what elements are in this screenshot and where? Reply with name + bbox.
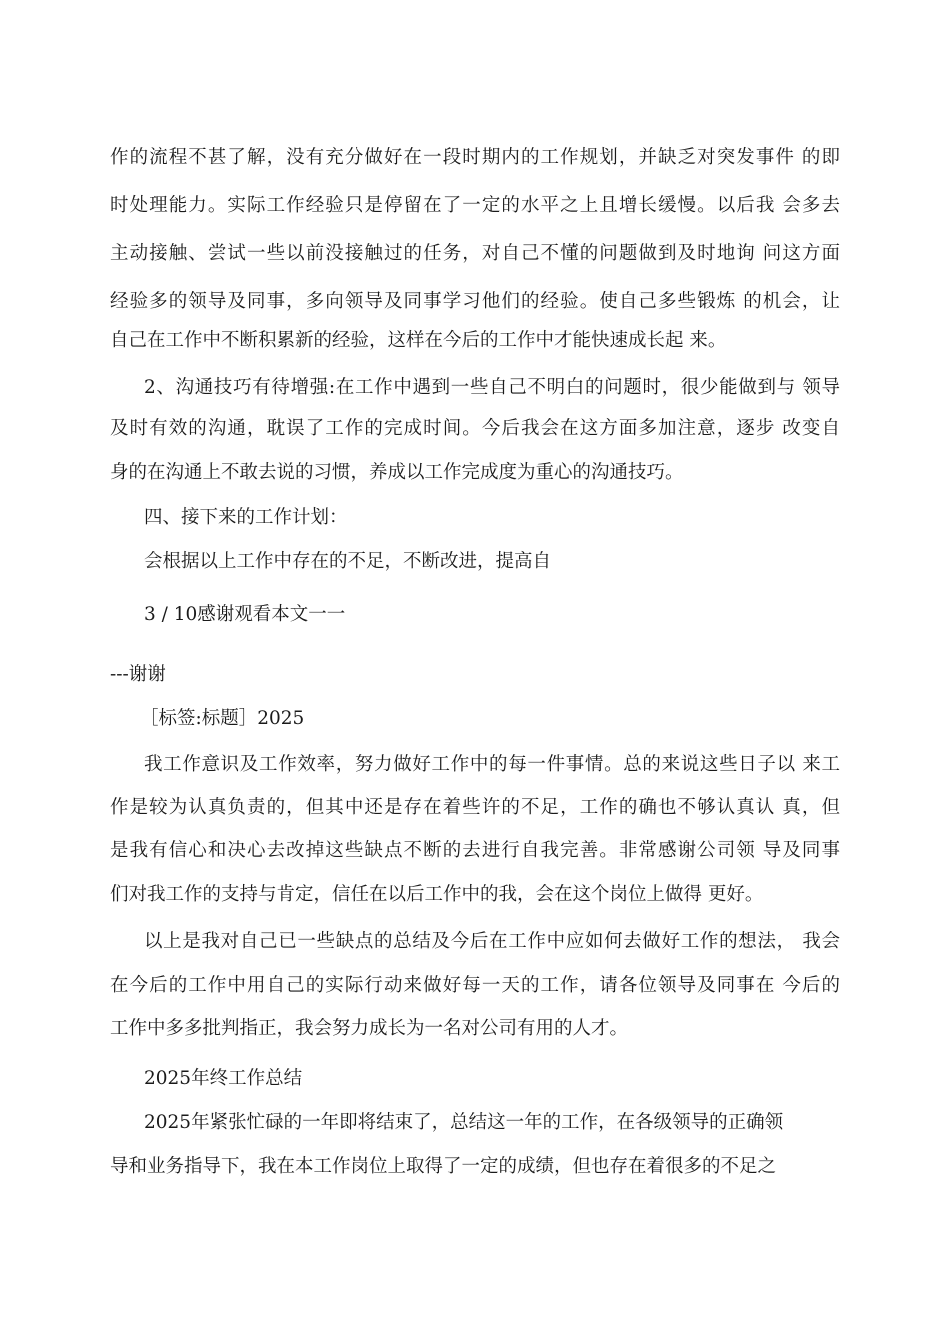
paragraph-line: 是我有信心和决心去改掉这些缺点不断的去进行自我完善。非常感谢公司领 导及同事	[110, 840, 840, 861]
paragraph-line: 会根据以上工作中存在的不足，不断改进，提高自	[144, 551, 552, 572]
paragraph-line: 及时有效的沟通，耽误了工作的完成时间。今后我会在这方面多加注意，逐步 改变自	[110, 418, 840, 439]
paragraph-line: 我工作意识及工作效率，努力做好工作中的每一件事情。总的来说这些日子以 来工	[144, 754, 840, 775]
paragraph-line: 导和业务指导下，我在本工作岗位上取得了一定的成绩，但也存在着很多的不足之	[110, 1156, 777, 1177]
paragraph-line: 自己在工作中不断积累新的经验，这样在今后的工作中才能快速成长起 来。	[110, 330, 727, 351]
tag-line: ［标签:标题］2025	[140, 708, 305, 729]
paragraph-line: 工作中多多批判指正，我会努力成长为一名对公司有用的人才。	[110, 1018, 629, 1039]
paragraph-line: 在今后的工作中用自己的实际行动来做好每一天的工作，请各位领导及同事在 今后的	[110, 975, 840, 996]
paragraph-line: 作是较为认真负责的，但其中还是存在着些许的不足，工作的确也不够认真认 真，但	[110, 797, 840, 818]
page-footer: 3 / 10感谢观看本文一一	[144, 604, 346, 625]
section-title: 2025年终工作总结	[144, 1068, 303, 1089]
paragraph-line: 经验多的领导及同事，多向领导及同事学习他们的经验。使自己多些锻炼 的机会，让	[110, 291, 840, 312]
paragraph-line: 2025年紧张忙碌的一年即将结束了，总结这一年的工作，在各级领导的正确领	[144, 1112, 784, 1133]
paragraph-line: 2、沟通技巧有待增强:在工作中遇到一些自己不明白的问题时，很少能做到与 领导	[144, 377, 840, 398]
paragraph-line: 主动接触、尝试一些以前没接触过的任务，对自己不懂的问题做到及时地询 问这方面	[110, 243, 840, 264]
thanks-text: ---谢谢	[110, 664, 166, 685]
section-heading: 四、接下来的工作计划：	[144, 507, 348, 528]
paragraph-line: 们对我工作的支持与肯定，信任在以后工作中的我，会在这个岗位上做得 更好。	[110, 884, 764, 905]
paragraph-line: 身的在沟通上不敢去说的习惯，养成以工作完成度为重心的沟通技巧。	[110, 462, 684, 483]
paragraph-line: 以上是我对自己已一些缺点的总结及今后在工作中应如何去做好工作的想法， 我会	[144, 931, 840, 952]
paragraph-line: 时处理能力。实际工作经验只是停留在了一定的水平之上且增长缓慢。以后我 会多去	[110, 195, 840, 216]
paragraph-line: 作的流程不甚了解，没有充分做好在一段时期内的工作规划，并缺乏对突发事件 的即	[110, 147, 840, 168]
